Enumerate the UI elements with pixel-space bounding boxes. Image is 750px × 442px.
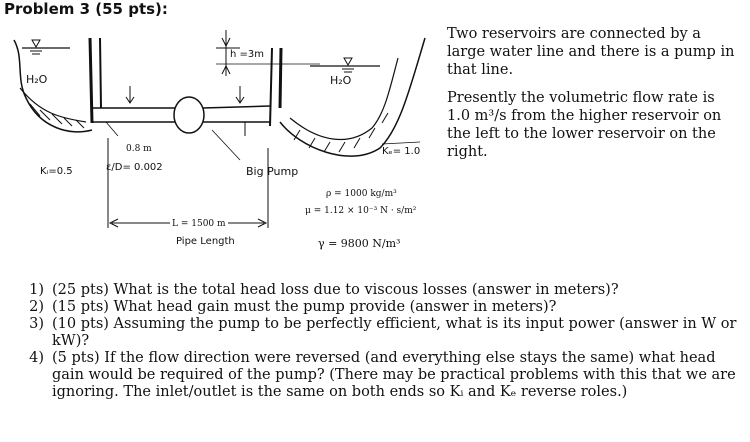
question-item — [4, 282, 744, 299]
right-reservoir-wall — [270, 48, 272, 126]
question-item — [4, 316, 744, 350]
diameter-label: 0.8 m — [126, 144, 152, 154]
specific-weight-label: γ = 9800 N/m³ — [318, 237, 401, 250]
description-paragraph-1: Two reservoirs are connected by a large water line and there is a pump in that line. — [447, 26, 735, 78]
question-text: (10 pts) Assuming the pump to be perfectly efficient, what is its input power (answer in W or kW)? — [52, 316, 737, 349]
question-number: 4) — [29, 350, 44, 366]
viscosity-label: μ = 1.12 × 10⁻³ N · s/m² — [305, 206, 417, 216]
question-item — [4, 350, 744, 401]
description-paragraph-2: Presently the volumetric flow rate is 1.0 m³/s from the higher reservoir on the left to the lower reservoir on the right. — [447, 90, 722, 160]
flow-arrow-icon — [126, 86, 134, 103]
pump — [174, 97, 204, 133]
problem-description — [447, 25, 742, 171]
question-list — [4, 282, 744, 401]
h-label: h =3m — [230, 49, 264, 60]
question-text: (15 pts) What head gain must the pump provide (answer in meters)? — [52, 299, 557, 315]
reservoir-pump-diagram — [0, 18, 440, 268]
right-surface-marker-icon — [342, 58, 354, 72]
question-number: 1) — [29, 282, 44, 298]
question-number: 3) — [29, 316, 44, 332]
density-label: ρ = 1000 kg/m³ — [326, 189, 397, 199]
length-label: L = 1500 m — [172, 219, 226, 229]
kc-label: Kₑ= 1.0 — [382, 146, 421, 157]
pipe — [92, 108, 175, 122]
question-number: 2) — [29, 299, 44, 315]
length-note: Pipe Length — [176, 236, 235, 247]
question-text: (25 pts) What is the total head loss due to viscous losses (answer in meters)? — [52, 282, 619, 298]
right-reservoir-label: H₂O — [330, 74, 352, 87]
question-text: (5 pts) If the flow direction were reversed (and everything else stays the same) what head gain would be required of the pump? (There may be practical problems with this that we are ignoring. The inlet/outlet is the same on both ends so Kᵢ and Kₑ reverse roles.) — [52, 350, 736, 400]
left-reservoir-label: H₂O — [26, 73, 48, 86]
question-item — [4, 299, 744, 316]
left-surface-marker-icon — [30, 40, 42, 54]
roughness-label: ε/D= 0.002 — [106, 162, 163, 173]
pump-label: Big Pump — [246, 165, 299, 178]
ki-label: Kᵢ=0.5 — [40, 166, 73, 177]
problem-title: Problem 3 (55 pts): — [4, 0, 168, 18]
left-reservoir-wall — [90, 38, 92, 123]
